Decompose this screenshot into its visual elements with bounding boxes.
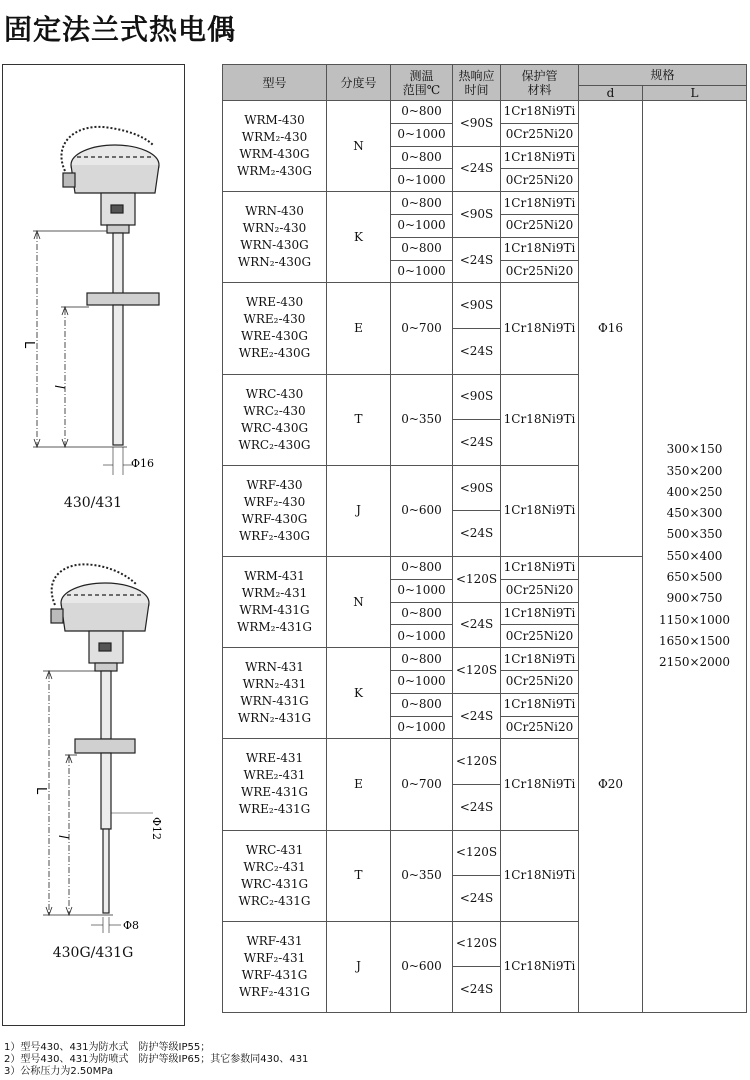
- model-name: WRN₂-431G: [237, 711, 312, 726]
- model-name: WRE₂-430G: [238, 346, 311, 361]
- model-name: WRN-431G: [240, 694, 309, 709]
- header-L: L: [643, 86, 747, 101]
- model-name: WRN₂-430: [242, 221, 307, 236]
- tube-material-cell: 1Cr18Ni9Ti: [501, 648, 579, 671]
- dim-L-label-top: L: [21, 341, 36, 349]
- header-tube-line1: 保护管: [521, 68, 558, 83]
- model-cell: [223, 192, 327, 283]
- tube-material-cell: 0Cr25Ni20: [501, 123, 579, 146]
- tube-material-cell: 0Cr25Ni20: [501, 169, 579, 192]
- tube-material-cell: 0Cr25Ni20: [501, 716, 579, 739]
- temp-range-cell: 0~600: [391, 465, 453, 556]
- thermocouple-drawing-top: [33, 127, 159, 475]
- graduation-cell: E: [327, 739, 391, 830]
- model-name: WRC-430G: [240, 420, 309, 435]
- model-name: WRF-430G: [241, 511, 308, 526]
- dia-label-bottom-1: Φ12: [150, 817, 163, 841]
- response-cell: <24S: [453, 784, 501, 830]
- temp-range-cell: 0~1000: [391, 625, 453, 648]
- model-name: WRM-431: [244, 569, 305, 584]
- diameter-cell: Φ16: [579, 101, 643, 557]
- model-name: WRM₂-431: [241, 586, 308, 601]
- model-name: WRM₂-430G: [236, 164, 312, 179]
- dim-l-label-bottom: l: [55, 835, 70, 839]
- footnote-1: 1）型号430、431为防水式 防护等级IP55；: [4, 1042, 211, 1053]
- tube-material-cell: 0Cr25Ni20: [501, 260, 579, 283]
- model-name: WRE-431G: [241, 785, 308, 800]
- table-row: [223, 101, 747, 124]
- response-cell: <90S: [453, 192, 501, 238]
- response-cell: <90S: [453, 101, 501, 147]
- response-cell: <120S: [453, 921, 501, 967]
- response-cell: <24S: [453, 876, 501, 922]
- model-name: WRF₂-430: [243, 494, 306, 509]
- thermocouple-drawings: [3, 65, 186, 1027]
- page-title: 固定法兰式热电偶: [4, 13, 237, 46]
- model-name: WRF₂-431G: [238, 984, 311, 999]
- header-response-line2: 时间: [464, 82, 489, 97]
- header-temp-range: [391, 65, 453, 101]
- tube-material-cell: 1Cr18Ni9Ti: [501, 101, 579, 124]
- model-name: WRC₂-430G: [238, 437, 311, 452]
- header-tube: [501, 65, 579, 101]
- model-name: WRM₂-431G: [236, 620, 312, 635]
- model-name: WRN-430: [245, 204, 304, 219]
- model-name: WRF₂-431: [243, 950, 306, 965]
- temp-range-cell: 0~350: [391, 374, 453, 465]
- tube-material-cell: 1Cr18Ni9Ti: [501, 830, 579, 921]
- header-tube-line2: 材料: [527, 82, 552, 97]
- tube-material-cell: 1Cr18Ni9Ti: [501, 374, 579, 465]
- header-d: d: [579, 86, 643, 101]
- tube-material-cell: 0Cr25Ni20: [501, 670, 579, 693]
- tube-material-cell: 0Cr25Ni20: [501, 579, 579, 602]
- header-spec: 规格: [579, 65, 747, 86]
- header-temp-range-line1: 测温: [409, 68, 434, 83]
- tube-material-cell: 1Cr18Ni9Ti: [501, 237, 579, 260]
- temp-range-cell: 0~700: [391, 283, 453, 374]
- model-name: WRF-431: [246, 933, 303, 948]
- temp-range-cell: 0~800: [391, 693, 453, 716]
- graduation-cell: T: [327, 830, 391, 921]
- response-cell: <120S: [453, 739, 501, 785]
- model-cell: [223, 556, 327, 647]
- graduation-cell: K: [327, 192, 391, 283]
- model-cell: [223, 739, 327, 830]
- model-cell: [223, 921, 327, 1012]
- temp-range-cell: 0~1000: [391, 123, 453, 146]
- diameter-cell: Φ20: [579, 556, 643, 1012]
- tube-material-cell: 1Cr18Ni9Ti: [501, 146, 579, 169]
- model-cell: [223, 830, 327, 921]
- spec-table-body: [223, 101, 747, 1013]
- response-cell: <24S: [453, 146, 501, 192]
- tube-material-cell: 1Cr18Ni9Ti: [501, 465, 579, 556]
- graduation-cell: J: [327, 465, 391, 556]
- header-graduation: 分度号: [327, 65, 391, 101]
- response-cell: <120S: [453, 830, 501, 876]
- temp-range-cell: 0~1000: [391, 214, 453, 237]
- temp-range-cell: 0~800: [391, 648, 453, 671]
- length-value: 450×300: [666, 506, 723, 521]
- footnotes: [4, 1042, 308, 1078]
- model-name: WRE-430: [245, 295, 304, 310]
- model-cell: [223, 101, 327, 192]
- model-name: WRC-431G: [240, 876, 309, 891]
- figure-caption-top: 430/431: [63, 495, 123, 511]
- response-cell: <24S: [453, 328, 501, 374]
- graduation-cell: T: [327, 374, 391, 465]
- model-cell: [223, 283, 327, 374]
- tube-material-cell: 1Cr18Ni9Ti: [501, 192, 579, 215]
- model-name: WRC₂-431G: [238, 893, 311, 908]
- thermocouple-drawing-bottom: [43, 564, 153, 933]
- length-value: 2150×2000: [658, 655, 731, 670]
- model-name: WRM₂-430: [241, 130, 308, 145]
- response-cell: <24S: [453, 420, 501, 466]
- dia-label-bottom-2: Φ8: [123, 919, 140, 932]
- response-cell: <90S: [453, 374, 501, 420]
- tube-material-cell: 1Cr18Ni9Ti: [501, 739, 579, 830]
- tube-material-cell: 1Cr18Ni9Ti: [501, 556, 579, 579]
- response-cell: <24S: [453, 511, 501, 557]
- footnote-2: 2）型号430、431为防喷式 防护等级IP65；其它参数同430、431: [4, 1054, 309, 1065]
- length-value: 550×400: [666, 548, 723, 563]
- model-name: WRM-430G: [239, 147, 310, 162]
- model-name: WRE₂-430: [243, 312, 306, 327]
- temp-range-cell: 0~700: [391, 739, 453, 830]
- tube-material-cell: 1Cr18Ni9Ti: [501, 283, 579, 374]
- response-cell: <24S: [453, 693, 501, 739]
- model-name: WRE₂-431: [243, 768, 306, 783]
- length-value: 650×500: [666, 570, 723, 585]
- response-cell: <90S: [453, 465, 501, 511]
- spec-table: [222, 64, 747, 1013]
- model-name: WRM-430: [244, 113, 305, 128]
- temp-range-cell: 0~1000: [391, 716, 453, 739]
- model-name: WRF-430: [246, 477, 303, 492]
- temp-range-cell: 0~800: [391, 556, 453, 579]
- temp-range-cell: 0~800: [391, 192, 453, 215]
- graduation-cell: K: [327, 648, 391, 739]
- temp-range-cell: 0~600: [391, 921, 453, 1012]
- temp-range-cell: 0~350: [391, 830, 453, 921]
- temp-range-cell: 0~800: [391, 146, 453, 169]
- model-name: WRN₂-430G: [237, 255, 312, 270]
- model-name: WRF₂-430G: [238, 528, 311, 543]
- figure-caption-bottom: 430G/431G: [52, 945, 134, 961]
- header-model: 型号: [223, 65, 327, 101]
- model-name: WRC-430: [245, 386, 304, 401]
- temp-range-cell: 0~1000: [391, 260, 453, 283]
- length-value: 900×750: [666, 591, 723, 606]
- model-cell: [223, 465, 327, 556]
- response-cell: <90S: [453, 283, 501, 329]
- response-cell: <24S: [453, 237, 501, 283]
- model-name: WRN₂-431: [242, 677, 307, 692]
- dim-L-label-bottom: L: [33, 787, 48, 795]
- model-name: WRC-431: [245, 842, 304, 857]
- response-cell: <24S: [453, 967, 501, 1013]
- graduation-cell: E: [327, 283, 391, 374]
- model-name: WRE-430G: [241, 329, 308, 344]
- temp-range-cell: 0~1000: [391, 169, 453, 192]
- length-value: 300×150: [666, 442, 723, 457]
- temp-range-cell: 0~1000: [391, 670, 453, 693]
- footnote-3: 3）公称压力为2.50MPa: [4, 1066, 113, 1077]
- model-name: WRC₂-431: [243, 859, 306, 874]
- temp-range-cell: 0~800: [391, 101, 453, 124]
- length-value: 400×250: [666, 484, 723, 499]
- tube-material-cell: 1Cr18Ni9Ti: [501, 693, 579, 716]
- tube-material-cell: 1Cr18Ni9Ti: [501, 921, 579, 1012]
- tube-material-cell: 0Cr25Ni20: [501, 625, 579, 648]
- response-cell: <120S: [453, 556, 501, 602]
- header-response-line1: 热响应: [458, 68, 495, 83]
- model-name: WRM-431G: [239, 603, 310, 618]
- response-cell: <120S: [453, 648, 501, 694]
- temp-range-cell: 0~1000: [391, 579, 453, 602]
- graduation-cell: N: [327, 556, 391, 647]
- model-cell: [223, 648, 327, 739]
- model-name: WRF-431G: [241, 967, 308, 982]
- temp-range-cell: 0~800: [391, 237, 453, 260]
- model-name: WRN-430G: [240, 238, 309, 253]
- model-name: WRE₂-431G: [238, 802, 311, 817]
- model-name: WRC₂-430: [243, 403, 306, 418]
- header-response: [453, 65, 501, 101]
- diagram-panel: [2, 64, 185, 1026]
- graduation-cell: N: [327, 101, 391, 192]
- model-name: WRE-431: [245, 751, 304, 766]
- dim-l-label-top: l: [51, 385, 66, 389]
- graduation-cell: J: [327, 921, 391, 1012]
- temp-range-cell: 0~800: [391, 602, 453, 625]
- length-value: 350×200: [666, 463, 723, 478]
- tube-material-cell: 0Cr25Ni20: [501, 214, 579, 237]
- model-name: WRN-431: [245, 660, 304, 675]
- length-cell: [643, 101, 747, 1013]
- length-value: 1650×1500: [658, 633, 731, 648]
- header-temp-range-line2: 范围℃: [402, 82, 441, 97]
- dia-label-top: Φ16: [131, 457, 155, 470]
- length-value: 1150×1000: [658, 612, 731, 627]
- length-value: 500×350: [666, 527, 723, 542]
- tube-material-cell: 1Cr18Ni9Ti: [501, 602, 579, 625]
- response-cell: <24S: [453, 602, 501, 648]
- model-cell: [223, 374, 327, 465]
